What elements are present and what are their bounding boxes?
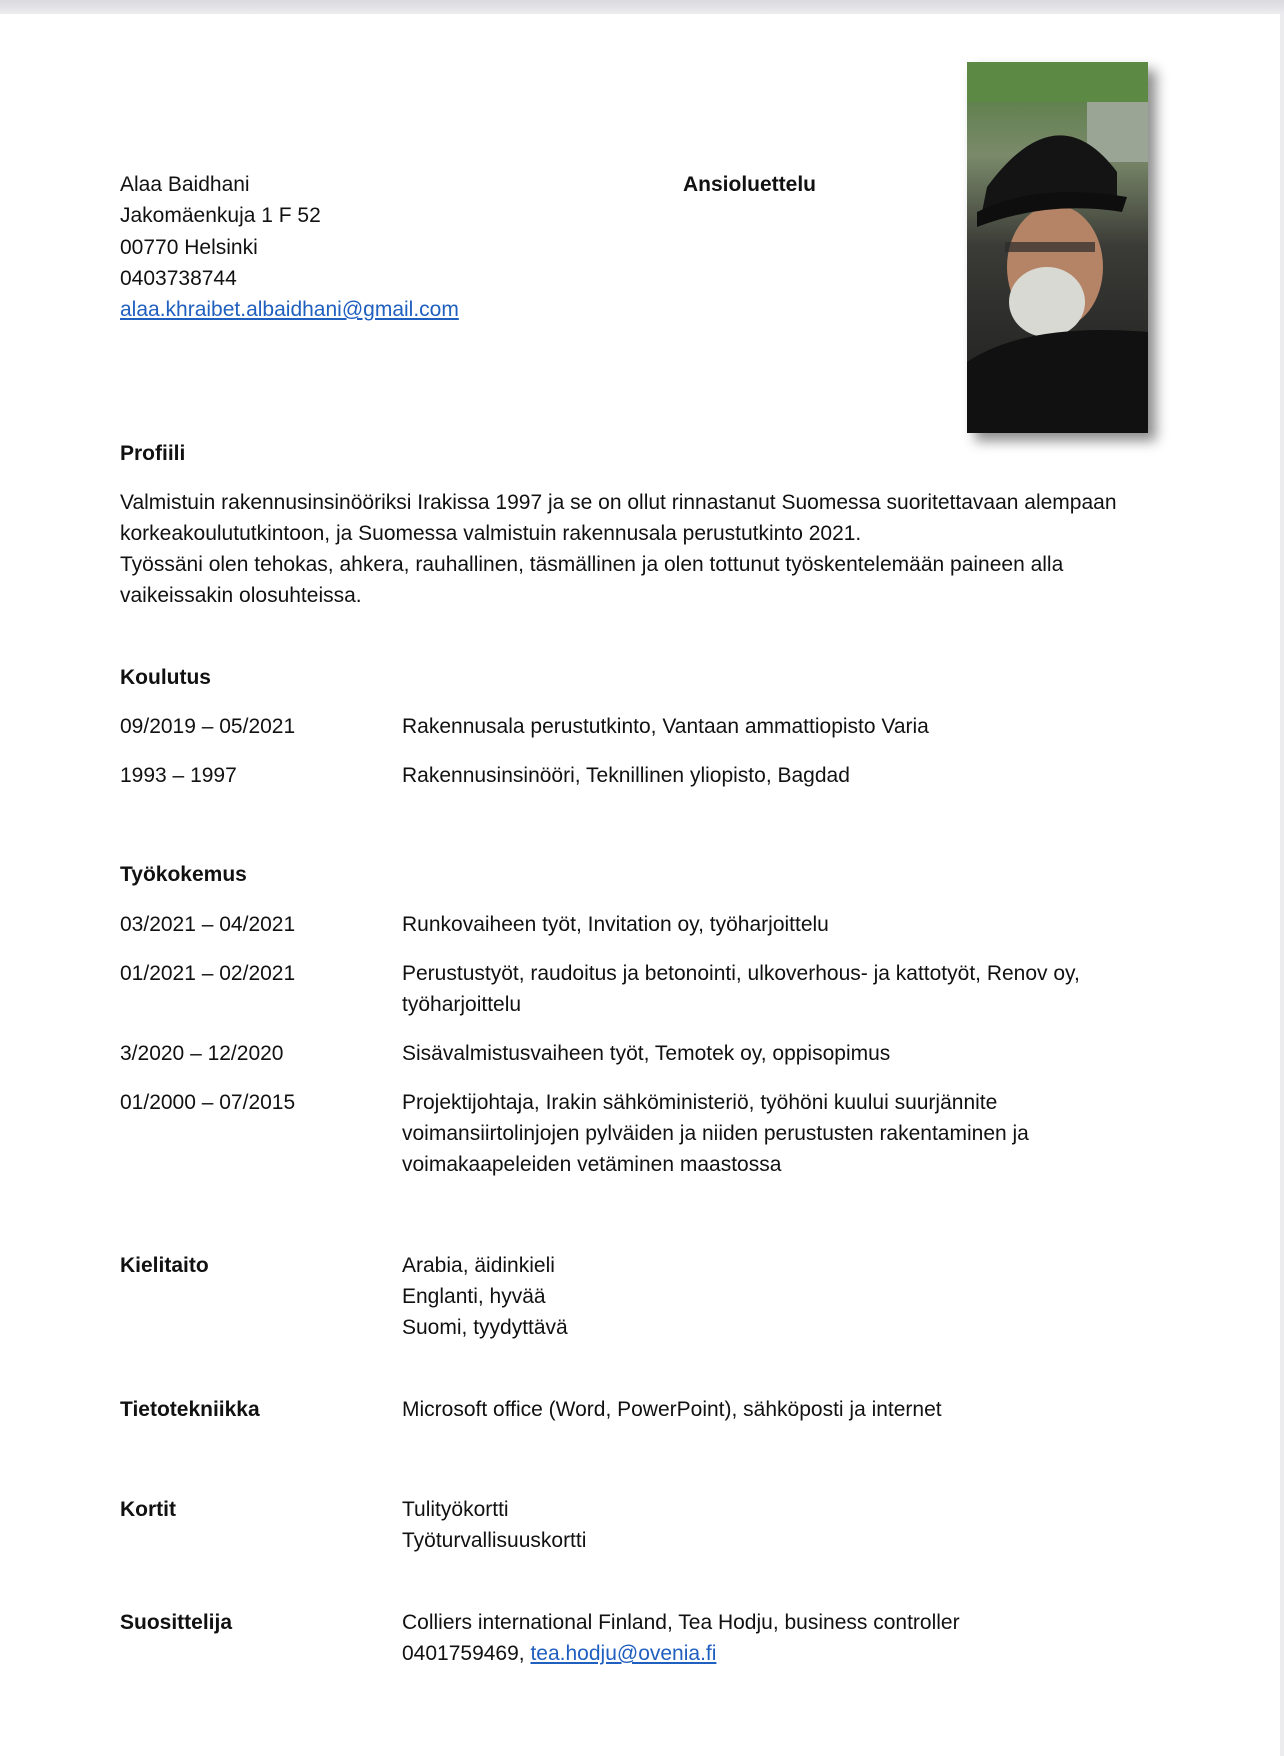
contact-city: 00770 Helsinki [120,236,258,259]
language-item: Suomi, tyydyttävä [402,1316,568,1339]
experience-heading: Työkokemus [120,863,247,886]
reference-contact [402,1638,716,1669]
card-item: Tulityökortti [402,1498,509,1521]
experience-date: 01/2021 – 02/2021 [120,962,296,985]
experience-date: 01/2000 – 07/2015 [120,1091,296,1114]
language-item: Englanti, hyvää [402,1285,546,1308]
experience-entry: Projektijohtaja, Irakin sähköministeriö, työhöni kuului suurjännite [402,1091,998,1114]
contact-name: Alaa Baidhani [120,173,250,196]
profile-line: Työssäni olen tehokas, ahkera, rauhallinen, täsmällinen ja olen tottunut työskentelemään paineen alla [120,553,1064,576]
cards-heading: Kortit [120,1498,176,1521]
education-entry: Rakennusinsinööri, Teknillinen yliopisto, Bagdad [402,764,850,787]
education-date: 09/2019 – 05/2021 [120,715,296,738]
contact-email-link[interactable]: alaa.khraibet.albaidhani@gmail.com [120,298,459,321]
education-date: 1993 – 1997 [120,764,237,787]
reference-line: Colliers international Finland, Tea Hodju, business controller [402,1611,960,1634]
profile-heading: Profiili [120,442,186,465]
profile-line: vaikeissakin olosuhteissa. [120,584,362,607]
experience-date: 3/2020 – 12/2020 [120,1042,284,1065]
experience-entry: Runkovaiheen työt, Invitation oy, työharjoittelu [402,913,829,936]
reference-heading: Suosittelija [120,1611,233,1634]
experience-entry: Perustustyöt, raudoitus ja betonointi, ulkoverhous- ja kattotyöt, Renov oy, [402,962,1080,985]
language-item: Arabia, äidinkieli [402,1254,555,1277]
card-item: Työturvallisuuskortti [402,1529,587,1552]
document-title: Ansioluettelu [683,173,817,196]
profile-photo [967,62,1148,433]
profile-line: korkeakoulututkintoon, ja Suomessa valmistuin rakennusala perustutkinto 2021. [120,522,862,545]
education-heading: Koulutus [120,666,211,689]
contact-phone: 0403738744 [120,267,237,290]
contact-street: Jakomäenkuja 1 F 52 [120,204,321,227]
experience-entry: Sisävalmistusvaiheen työt, Temotek oy, oppisopimus [402,1042,891,1065]
profile-line: Valmistuin rakennusinsinööriksi Irakissa 1997 ja se on ollut rinnastanut Suomessa suoritettavaan alempaan [120,491,1117,514]
viewer-top-bar [0,0,1284,14]
experience-entry: työharjoittelu [402,993,522,1016]
reference-email-link[interactable]: tea.hodju@ovenia.fi [530,1642,717,1665]
experience-entry: voimansiirtolinjojen pylväiden ja niiden perustusten rakentaminen ja [402,1122,1029,1145]
reference-phone: 0401759469, [402,1642,531,1665]
languages-heading: Kielitaito [120,1254,209,1277]
it-heading: Tietotekniikka [120,1398,260,1421]
education-entry: Rakennusala perustutkinto, Vantaan ammattiopisto Varia [402,715,929,738]
cv-page [0,14,1280,1756]
it-item: Microsoft office (Word, PowerPoint), sähköposti ja internet [402,1398,942,1421]
experience-entry: voimakaapeleiden vetäminen maastossa [402,1153,782,1176]
experience-date: 03/2021 – 04/2021 [120,913,296,936]
